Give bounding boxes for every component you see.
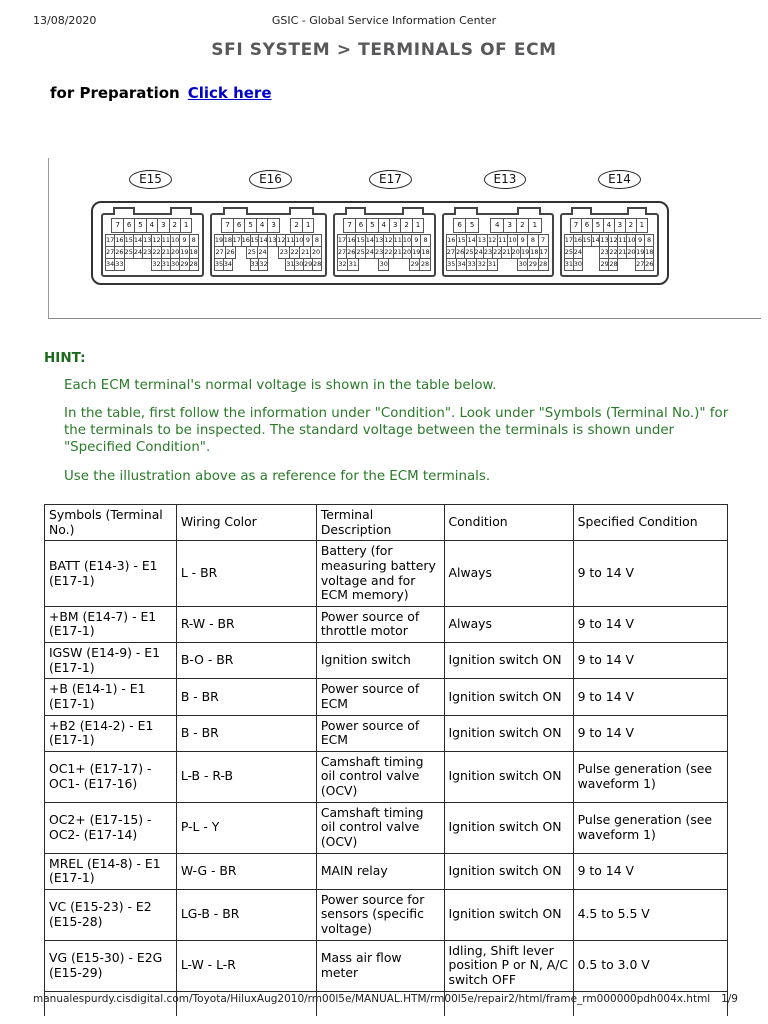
table-cell: Ignition switch	[316, 643, 444, 679]
table-cell: R-W - BR	[176, 606, 316, 642]
pin-cell: 31	[347, 258, 358, 271]
pin-cell: 18	[644, 246, 654, 259]
table-cell: Ignition switch ON	[444, 802, 573, 853]
connector-key-tab	[223, 207, 248, 215]
pin-cell: 26	[644, 258, 654, 271]
pin-cell: 28	[312, 258, 322, 271]
pin-cell: 35	[446, 258, 457, 271]
connector-key-tab	[627, 207, 648, 215]
pin-cell: 26	[455, 246, 465, 259]
pin-cell: 19	[520, 246, 530, 259]
pin-cell: 21	[299, 246, 311, 259]
pin-cell: 30	[573, 258, 583, 271]
hint-section	[44, 350, 734, 485]
pin-cell: 17	[232, 234, 242, 247]
pin-cell: 12	[276, 234, 286, 247]
pin-cell: 8	[420, 234, 430, 247]
table-cell: Ignition switch ON	[444, 679, 573, 715]
pin-cell: 4	[378, 218, 390, 233]
pin-cell: 31	[161, 258, 171, 271]
pin-cell: 3	[267, 218, 280, 233]
pin-cell: 26	[225, 246, 237, 259]
pin-cell: 6	[453, 218, 467, 233]
column-header: Specified Condition	[573, 505, 727, 541]
pin-cell: 12	[608, 234, 618, 247]
connector-key-tab	[289, 207, 314, 215]
pin-cell: 20	[310, 246, 322, 259]
ecm-connector-strip	[91, 201, 669, 285]
pin-row	[565, 258, 654, 271]
table-cell: +BM (E14-7) - E1 (E17-1)	[45, 606, 177, 642]
pin-cell: 30	[517, 258, 528, 271]
table-body	[45, 541, 728, 1016]
pin-cell: 23	[599, 246, 609, 259]
footer-page-number: 1/9	[721, 993, 738, 1005]
pin-cell: 22	[151, 246, 161, 259]
table-cell: OC2+ (E17-15) - OC2- (E17-14)	[45, 802, 177, 853]
table-cell: Idling, Shift lever position P or N, A/C switch OFF	[444, 940, 573, 991]
pin-cell: 24	[257, 246, 269, 259]
connector-key-tab	[517, 207, 541, 215]
pin-cell: 20	[511, 246, 521, 259]
column-header: Wiring Color	[176, 505, 316, 541]
hint-paragraph: Use the illustration above as a reference for the ECM terminals.	[64, 468, 491, 484]
page-title: SFI SYSTEM > TERMINALS OF ECM	[211, 40, 557, 60]
pin-cell: 5	[134, 218, 146, 233]
pin-cell: 25	[564, 246, 574, 259]
table-cell: B - BR	[176, 679, 316, 715]
pin-cell: 1	[302, 218, 315, 233]
pin-cell: 27	[214, 246, 226, 259]
connector-key-tab	[454, 207, 478, 215]
connector-key-tab	[402, 207, 424, 215]
pin-cell: 16	[346, 234, 356, 247]
pin-cell: 32	[258, 258, 268, 271]
table-header-row	[45, 505, 728, 541]
pin-cell: 17	[564, 234, 574, 247]
footer-url: manualespurdy.cisdigital.com/Toyota/HiluxAug2010/rm00l5e/MANUAL.HTM/rm00l5e/repair2/html/frame_rm000000pdh004x.html	[33, 993, 711, 1005]
pin-cell: 23	[483, 246, 493, 259]
pin-cell: 31	[285, 258, 295, 271]
pin-cell: 32	[151, 258, 161, 271]
pin-cell: 22	[289, 246, 301, 259]
pin-row	[106, 258, 199, 271]
pin-cell: 24	[474, 246, 484, 259]
table-cell: 9 to 14 V	[573, 679, 727, 715]
pin-cell: 32	[476, 258, 487, 271]
connector-labels-row	[91, 170, 679, 189]
connector-key-tab	[345, 207, 367, 215]
table-cell: B - BR	[176, 715, 316, 751]
pin-cell: 6	[233, 218, 246, 233]
pin-cell: 27	[105, 246, 115, 259]
pin-cell: 25	[355, 246, 365, 259]
pin-cell: 28	[419, 258, 430, 271]
pin-cell: 15	[582, 234, 592, 247]
pin-cell: 18	[420, 246, 430, 259]
table-cell: Battery (for measuring battery voltage and for ECM memory)	[316, 541, 444, 607]
table-cell: P-L - Y	[176, 802, 316, 853]
pin-cell: 2	[400, 218, 412, 233]
pin-cell: 8	[644, 234, 654, 247]
table-row	[45, 940, 728, 991]
pin-cell: 31	[564, 258, 574, 271]
pin-cell: 7	[570, 218, 582, 233]
pin-cell: 34	[456, 258, 467, 271]
pin-cell: 20	[626, 246, 636, 259]
pin-cell: 17	[539, 246, 549, 259]
terminal-table	[44, 504, 728, 1016]
ecm-connector-figure	[48, 158, 761, 319]
table-cell: Power source of ECM	[316, 679, 444, 715]
pin-row	[447, 258, 549, 271]
pin-cell: 6	[355, 218, 367, 233]
pin-cell: 12	[487, 234, 498, 247]
table-cell: Power source for sensors (specific voltage)	[316, 889, 444, 940]
pin-cell: 23	[142, 246, 152, 259]
pin-cell: 4	[146, 218, 158, 233]
pin-cell: 7	[111, 218, 123, 233]
pin-row	[215, 218, 322, 233]
pin-cell: 29	[527, 258, 538, 271]
pin-cell: 2	[516, 218, 530, 233]
pin-cell: 8	[189, 234, 199, 247]
pin-cell: 26	[346, 246, 356, 259]
table-cell: IGSW (E14-9) - E1 (E17-1)	[45, 643, 177, 679]
pin-cell: 13	[476, 234, 487, 247]
connector-label-e15: E15	[129, 170, 172, 189]
pin-cell: 20	[170, 246, 180, 259]
table-cell: 9 to 14 V	[573, 606, 727, 642]
pin-cell: 32	[337, 258, 348, 271]
pin-row	[338, 218, 431, 233]
pin-cell: 10	[294, 234, 304, 247]
pin-cell: 5	[244, 218, 257, 233]
pin-cell: 9	[179, 234, 189, 247]
pin-cell: 22	[492, 246, 502, 259]
pin-cell: 28	[608, 258, 618, 271]
pin-cell: 5	[465, 218, 479, 233]
preparation-link[interactable]: Click here	[187, 84, 272, 102]
table-cell: Always	[444, 606, 573, 642]
table-row	[45, 715, 728, 751]
table-cell: 0.5 to 3.0 V	[573, 940, 727, 991]
table-cell: VG (E15-30) - E2G (E15-29)	[45, 940, 177, 991]
table-row	[45, 541, 728, 607]
connector-key-tab	[170, 207, 192, 215]
connector-label-slot	[96, 170, 205, 189]
pin-cell: 16	[241, 234, 251, 247]
pin-cell: 10	[626, 234, 636, 247]
table-cell: W-G - BR	[176, 853, 316, 889]
pin-cell: 3	[614, 218, 626, 233]
pin-cell: 31	[487, 258, 498, 271]
connector-e14	[560, 213, 659, 277]
pin-cell: 8	[527, 234, 538, 247]
table-cell: Ignition switch ON	[444, 889, 573, 940]
pin-cell: 33	[114, 258, 124, 271]
table-cell: Pulse generation (see waveform 1)	[573, 751, 727, 802]
pin-cell: 21	[501, 246, 511, 259]
table-row	[45, 889, 728, 940]
pin-cell: 6	[123, 218, 135, 233]
preparation-label: for Preparation	[50, 84, 180, 102]
pin-cell: 18	[529, 246, 539, 259]
pin-cell: 19	[635, 246, 645, 259]
pin-cell: 9	[635, 234, 645, 247]
table-cell: Power source of throttle motor	[316, 606, 444, 642]
pin-cell: 15	[456, 234, 467, 247]
connector-e15	[101, 213, 204, 277]
connector-label-slot	[336, 170, 445, 189]
pin-cell: 1	[636, 218, 648, 233]
pin-cell: 24	[573, 246, 583, 259]
pin-cell: 11	[285, 234, 295, 247]
pin-cell: 12	[383, 234, 393, 247]
table-cell: OC1+ (E17-17) - OC1- (E17-16)	[45, 751, 177, 802]
pin-cell: 19	[179, 246, 189, 259]
pin-cell: 5	[592, 218, 604, 233]
table-cell: L-B - R-B	[176, 751, 316, 802]
table-cell: L-W - L-R	[176, 940, 316, 991]
pin-row	[565, 218, 654, 233]
table-cell: L - BR	[176, 541, 316, 607]
pin-cell: 10	[170, 234, 180, 247]
pin-row	[447, 218, 549, 233]
pin-cell: 28	[189, 258, 199, 271]
pin-cell: 23	[278, 246, 290, 259]
pin-cell: 14	[365, 234, 375, 247]
pin-cell: 21	[617, 246, 627, 259]
pin-cell: 30	[170, 258, 180, 271]
table-cell: Ignition switch ON	[444, 853, 573, 889]
pin-row	[338, 258, 431, 271]
pin-cell: 30	[378, 258, 389, 271]
pin-cell: 23	[374, 246, 384, 259]
pin-cell: 4	[490, 218, 504, 233]
pin-cell: 22	[383, 246, 393, 259]
pin-cell: 27	[337, 246, 347, 259]
connector-e16	[210, 213, 327, 277]
pin-cell: 15	[355, 234, 365, 247]
pin-cell: 2	[625, 218, 637, 233]
pin-row	[106, 218, 199, 233]
table-cell: Ignition switch ON	[444, 643, 573, 679]
pin-cell: 19	[411, 246, 421, 259]
pin-cell: 10	[402, 234, 412, 247]
pin-cell: 4	[603, 218, 615, 233]
pin-cell: 16	[573, 234, 583, 247]
pin-cell: 7	[221, 218, 234, 233]
pin-cell: 18	[223, 234, 233, 247]
pin-cell: 9	[411, 234, 421, 247]
connector-label-slot	[565, 170, 674, 189]
pin-cell: 1	[528, 218, 542, 233]
table-cell: Power source of ECM	[316, 715, 444, 751]
pin-cell: 21	[161, 246, 171, 259]
pin-cell: 14	[466, 234, 477, 247]
pin-cell: 33	[250, 258, 260, 271]
pin-cell: 1	[412, 218, 424, 233]
pin-cell: 2	[290, 218, 303, 233]
pin-cell: 14	[258, 234, 268, 247]
pin-cell: 11	[393, 234, 403, 247]
pin-cell: 11	[161, 234, 171, 247]
table-cell: Mass air flow meter	[316, 940, 444, 991]
pin-cell: 21	[393, 246, 403, 259]
table-cell: MAIN relay	[316, 853, 444, 889]
table-cell: 4.5 to 5.5 V	[573, 889, 727, 940]
pin-cell: 29	[599, 258, 609, 271]
table-cell: 9 to 14 V	[573, 541, 727, 607]
pin-cell: 18	[189, 246, 199, 259]
pin-cell: 3	[389, 218, 401, 233]
preparation-line	[50, 84, 272, 102]
pin-cell: 7	[538, 234, 549, 247]
pin-cell: 33	[466, 258, 477, 271]
column-header: Condition	[444, 505, 573, 541]
table-cell: VC (E15-23) - E2 (E15-28)	[45, 889, 177, 940]
pin-cell: 27	[635, 258, 645, 271]
table-cell: 9 to 14 V	[573, 643, 727, 679]
pin-cell: 28	[538, 258, 549, 271]
pin-cell: 16	[114, 234, 124, 247]
pin-cell: 27	[446, 246, 456, 259]
table-row	[45, 853, 728, 889]
terminal-table-wrap	[44, 504, 728, 1016]
pin-cell: 30	[294, 258, 304, 271]
connector-label-e17: E17	[369, 170, 412, 189]
table-cell: +B2 (E14-2) - E1 (E17-1)	[45, 715, 177, 751]
pin-cell: 19	[214, 234, 224, 247]
pin-cell: 4	[256, 218, 269, 233]
connector-key-tab	[571, 207, 592, 215]
pin-cell: 17	[105, 234, 115, 247]
table-cell: Always	[444, 541, 573, 607]
pin-gap	[478, 218, 492, 233]
pin-cell: 12	[151, 234, 161, 247]
pin-cell: 29	[179, 258, 189, 271]
table-cell: Pulse generation (see waveform 1)	[573, 802, 727, 853]
pin-cell: 13	[267, 234, 277, 247]
pin-cell: 16	[446, 234, 457, 247]
hint-paragraph: Each ECM terminal's normal voltage is shown in the table below.	[64, 378, 497, 393]
connector-label-e13: E13	[484, 170, 527, 189]
table-row	[45, 679, 728, 715]
pin-cell: 3	[503, 218, 517, 233]
pin-cell: 25	[464, 246, 474, 259]
connector-label-slot	[445, 170, 565, 189]
connector-label-e14: E14	[598, 170, 641, 189]
table-cell: B-O - BR	[176, 643, 316, 679]
pin-cell: 7	[343, 218, 355, 233]
table-row	[45, 606, 728, 642]
pin-cell: 35	[214, 258, 224, 271]
hint-paragraph: In the table, first follow the information under "Condition". Look under "Symbols (Terminal No.)" for the terminals to be inspected. The standard voltage between the terminals is shown under "Specified Condition".	[64, 406, 729, 456]
table-cell: Ignition switch ON	[444, 715, 573, 751]
pin-cell: 13	[374, 234, 384, 247]
table-cell: Ignition switch ON	[444, 751, 573, 802]
pin-cell: 2	[169, 218, 181, 233]
connector-label-slot	[205, 170, 336, 189]
pin-row	[215, 258, 322, 271]
pin-cell: 8	[312, 234, 322, 247]
table-cell: BATT (E14-3) - E1 (E17-1)	[45, 541, 177, 607]
table-cell: +B (E14-1) - E1 (E17-1)	[45, 679, 177, 715]
table-row	[45, 643, 728, 679]
pin-cell: 13	[599, 234, 609, 247]
pin-cell: 13	[142, 234, 152, 247]
pin-cell: 20	[402, 246, 412, 259]
pin-cell: 24	[133, 246, 143, 259]
table-cell: Camshaft timing oil control valve (OCV)	[316, 802, 444, 853]
pin-cell: 15	[250, 234, 260, 247]
connector-e17	[333, 213, 436, 277]
pin-cell: 25	[124, 246, 134, 259]
pin-cell: 9	[517, 234, 528, 247]
table-cell: MREL (E14-8) - E1 (E17-1)	[45, 853, 177, 889]
connector-e13	[442, 213, 554, 277]
pin-cell: 5	[366, 218, 378, 233]
pin-cell: 25	[246, 246, 258, 259]
print-date: 13/08/2020	[33, 14, 97, 27]
pin-cell: 11	[497, 234, 508, 247]
table-cell: 9 to 14 V	[573, 853, 727, 889]
pin-cell: 34	[223, 258, 233, 271]
pin-cell: 10	[507, 234, 518, 247]
pin-cell: 26	[114, 246, 124, 259]
connector-label-e16: E16	[249, 170, 292, 189]
pin-cell: 6	[581, 218, 593, 233]
column-header: Terminal Description	[316, 505, 444, 541]
pin-cell: 9	[303, 234, 313, 247]
pin-cell: 14	[133, 234, 143, 247]
pin-cell: 15	[124, 234, 134, 247]
column-header: Symbols (Terminal No.)	[45, 505, 177, 541]
table-cell: 9 to 14 V	[573, 715, 727, 751]
pin-cell: 29	[303, 258, 313, 271]
table-row	[45, 751, 728, 802]
pin-cell: 11	[617, 234, 627, 247]
pin-cell: 17	[337, 234, 347, 247]
hint-label: HINT:	[44, 350, 86, 366]
pin-cell: 14	[591, 234, 601, 247]
table-cell: LG-B - BR	[176, 889, 316, 940]
pin-cell: 29	[409, 258, 420, 271]
pin-cell: 24	[365, 246, 375, 259]
table-row	[45, 802, 728, 853]
connector-key-tab	[113, 207, 135, 215]
pin-cell: 22	[608, 246, 618, 259]
pin-cell: 1	[180, 218, 192, 233]
pin-cell: 34	[105, 258, 115, 271]
table-cell: Camshaft timing oil control valve (OCV)	[316, 751, 444, 802]
site-header: GSIC - Global Service Information Center	[271, 14, 497, 27]
pin-cell: 3	[157, 218, 169, 233]
